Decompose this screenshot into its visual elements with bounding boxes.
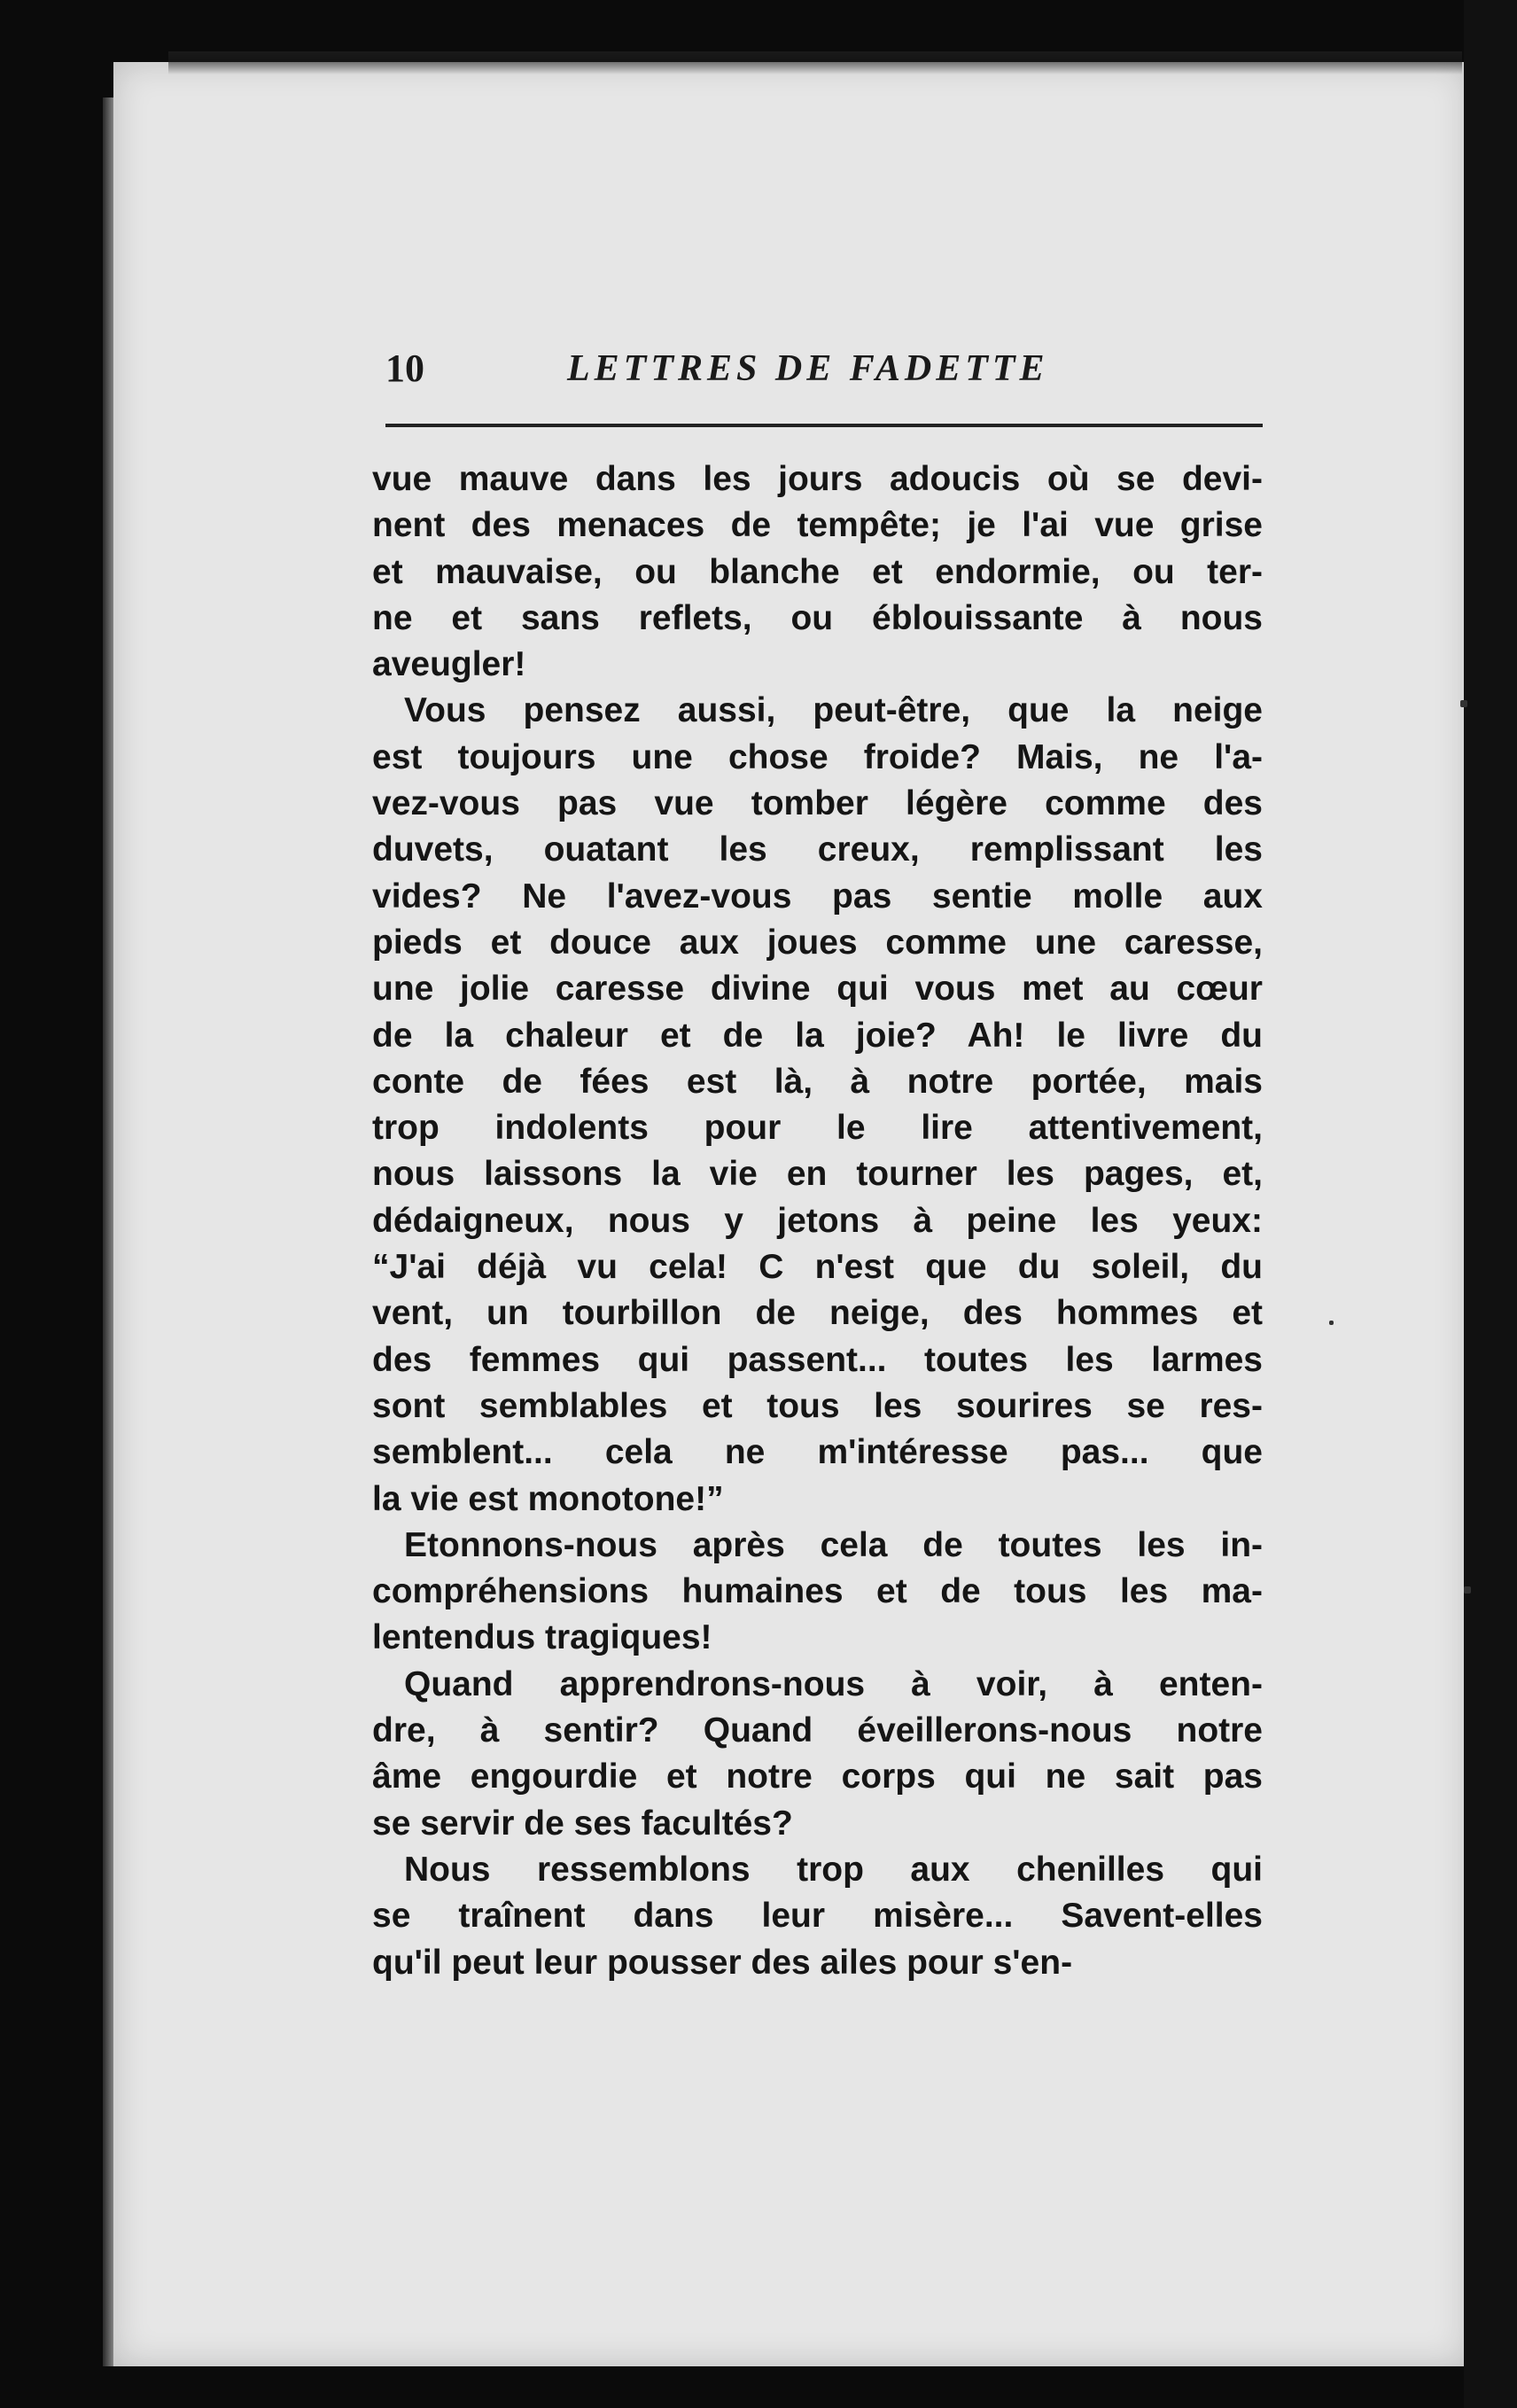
paragraph (372, 1662, 1263, 1847)
text-line: qu'il peut leur pousser des ailes pour s'en- (372, 1943, 1073, 1982)
text-line: compréhensions humaines et de tous les ma- (372, 1572, 1263, 1611)
text-line: vez-vous pas vue tomber légère comme des (372, 784, 1263, 823)
text-line: pieds et douce aux joues comme une caresse, (372, 923, 1263, 962)
text-line: trop indolents pour le lire attentivement, (372, 1109, 1263, 1148)
facing-page-edge (1464, 0, 1517, 2408)
text-line: sont semblables et tous les sourires se res- (372, 1386, 1263, 1425)
paragraph (372, 1523, 1263, 1662)
text-line: Vous pensez aussi, peut-être, que la neige (404, 691, 1263, 730)
text-line: des femmes qui passent... toutes les larmes (372, 1340, 1263, 1379)
running-title: LETTRES DE FADETTE (567, 348, 1049, 389)
text-line: est toujours une chose froide? Mais, ne l'a- (372, 737, 1263, 776)
text-line: Quand apprendrons-nous à voir, à enten- (404, 1664, 1263, 1703)
paragraph (372, 688, 1263, 1522)
paragraph (372, 1847, 1263, 1986)
page-number: 10 (385, 347, 424, 390)
margin-speck (1464, 1586, 1471, 1594)
text-line: dédaigneux, nous y jetons à peine les yeux: (372, 1201, 1263, 1240)
text-line: vides? Ne l'avez-vous pas sentie molle aux (372, 877, 1263, 916)
text-line: Nous ressemblons trop aux chenilles qui (404, 1850, 1263, 1889)
text-line: vent, un tourbillon de neige, des hommes et (372, 1294, 1263, 1333)
text-line: une jolie caresse divine qui vous met au cœur (372, 970, 1263, 1009)
text-line: dre, à sentir? Quand éveillerons-nous notre (372, 1711, 1263, 1750)
text-line: se servir de ses facultés? (372, 1804, 793, 1843)
text-line: semblent... cela ne m'intéresse pas... que (372, 1433, 1263, 1472)
text-line: vue mauve dans les jours adoucis où se devi- (372, 460, 1263, 498)
page-top-shadow (168, 51, 1462, 74)
text-line: nous laissons la vie en tourner les pages, et, (372, 1155, 1263, 1194)
header-rule (385, 424, 1263, 427)
text-line: conte de fées est là, à notre portée, mais (372, 1062, 1263, 1101)
text-line: se traînent dans leur misère... Savent-elles (372, 1897, 1263, 1936)
margin-speck (1329, 1321, 1334, 1325)
text-line: “J'ai déjà vu cela! C n'est que du soleil, du (372, 1248, 1263, 1287)
text-line: aveugler! (372, 645, 526, 684)
margin-speck (1460, 700, 1467, 707)
text-line: la vie est monotone!” (372, 1479, 724, 1518)
text-line: duvets, ouatant les creux, remplissant les (372, 830, 1263, 869)
body-text (372, 456, 1263, 1986)
text-line: lentendus tragiques! (372, 1618, 712, 1657)
text-line: et mauvaise, ou blanche et endormie, ou ter- (372, 552, 1263, 591)
paragraph (372, 456, 1263, 688)
text-line: Etonnons-nous après cela de toutes les in- (404, 1525, 1263, 1564)
text-line: âme engourdie et notre corps qui ne sait pas (372, 1757, 1263, 1796)
page-header (385, 346, 1263, 399)
text-line: nent des menaces de tempête; je l'ai vue grise (372, 506, 1263, 545)
text-line: ne et sans reflets, ou éblouissante à nous (372, 598, 1263, 637)
text-line: de la chaleur et de la joie? Ah! le livre du (372, 1016, 1263, 1055)
